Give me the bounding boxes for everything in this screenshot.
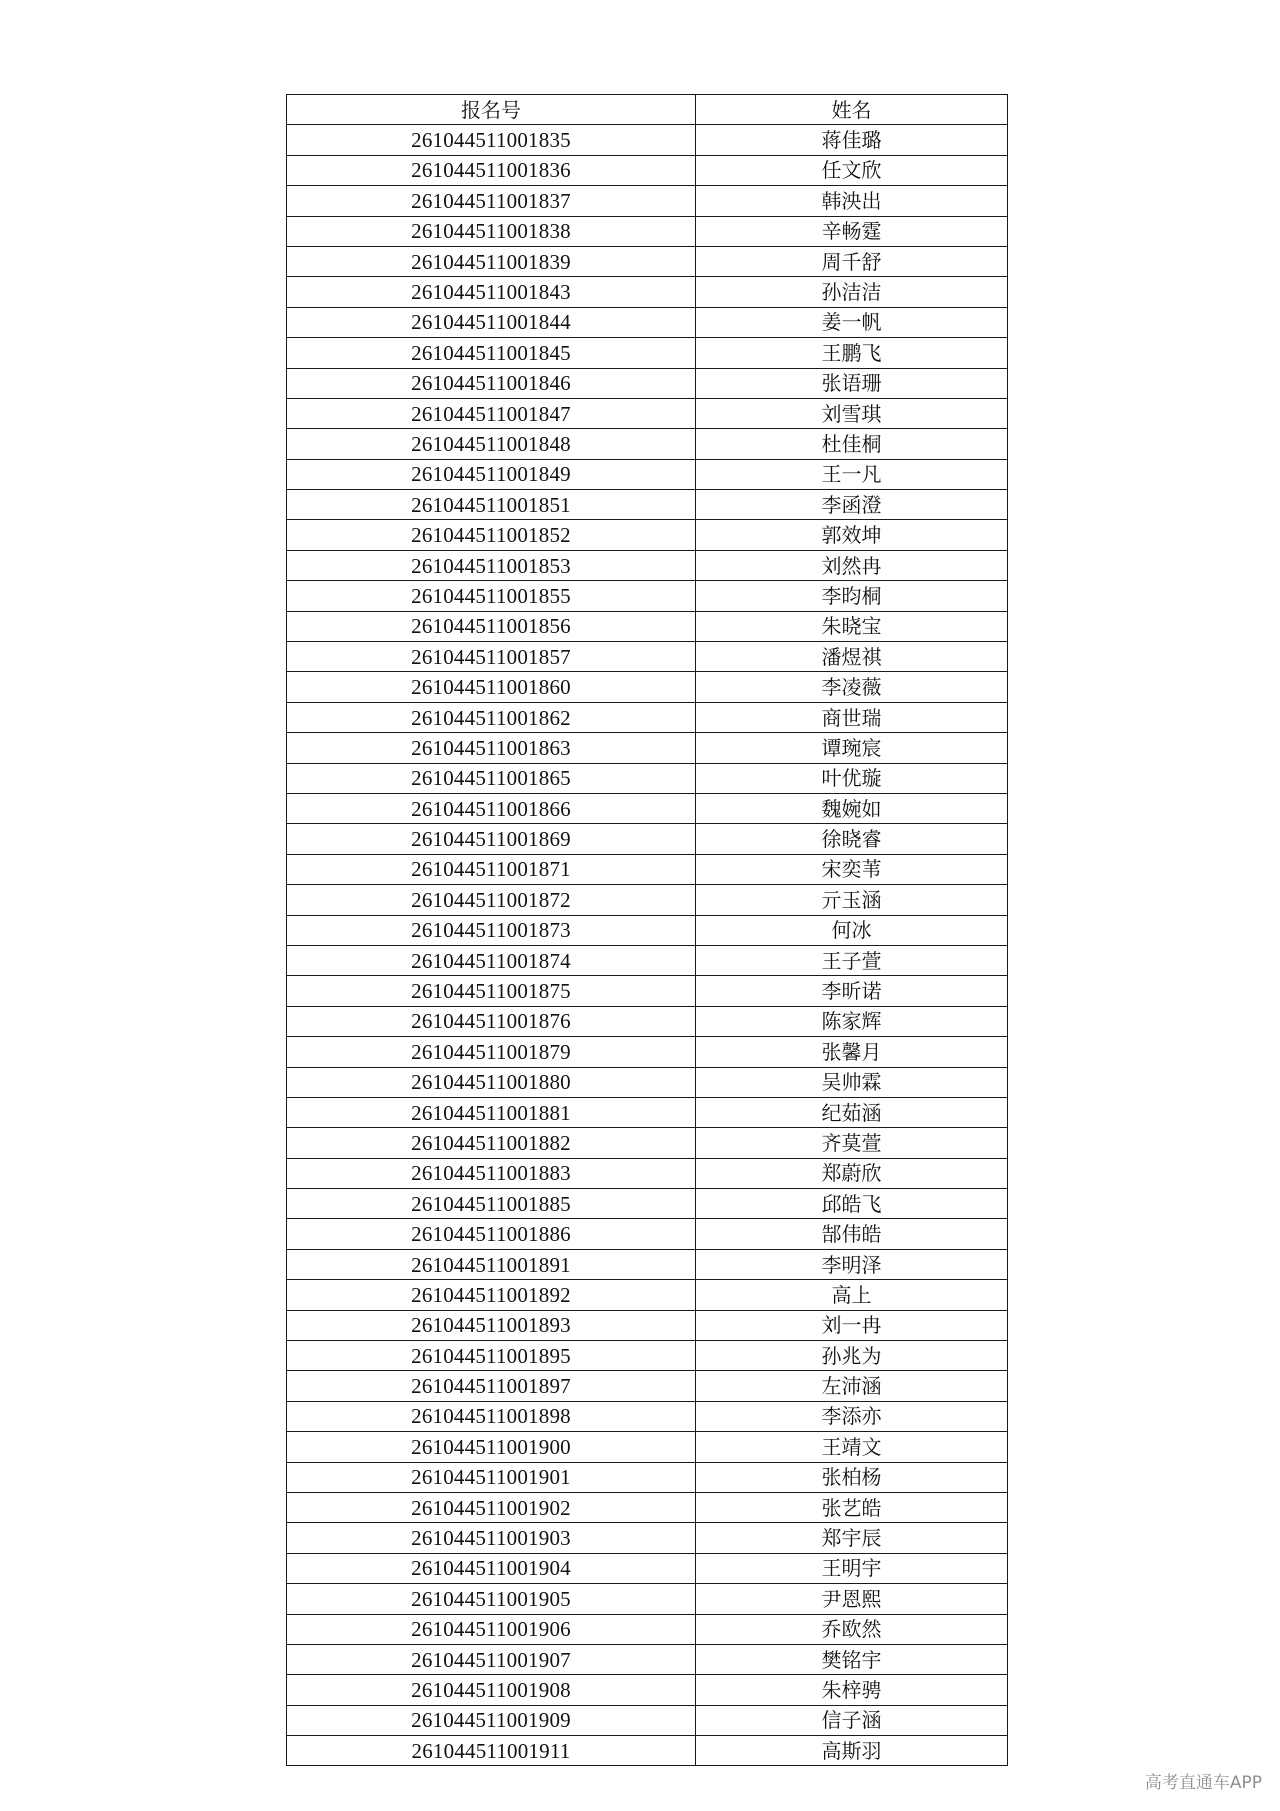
table-row (287, 520, 1008, 550)
table-header (287, 95, 1008, 125)
name-cell: 魏婉如 (696, 793, 1008, 823)
table-row (287, 1584, 1008, 1614)
registration-number-cell: 261044511001886 (287, 1219, 696, 1249)
registration-number-cell: 261044511001866 (287, 793, 696, 823)
table-row (287, 1067, 1008, 1097)
table-row (287, 429, 1008, 459)
registration-number-cell: 261044511001891 (287, 1249, 696, 1279)
table-row (287, 1432, 1008, 1462)
registration-number-cell: 261044511001876 (287, 1006, 696, 1036)
name-cell: 信子涵 (696, 1705, 1008, 1735)
table-row (287, 307, 1008, 337)
name-cell: 孙兆为 (696, 1341, 1008, 1371)
table-row (287, 1310, 1008, 1340)
table-row (287, 1158, 1008, 1188)
table-row (287, 459, 1008, 489)
table-row (287, 550, 1008, 580)
name-cell: 王鹏飞 (696, 338, 1008, 368)
registration-number-cell: 261044511001849 (287, 459, 696, 489)
name-cell: 刘一冉 (696, 1310, 1008, 1340)
name-cell: 张柏杨 (696, 1462, 1008, 1492)
registration-number-cell: 261044511001874 (287, 945, 696, 975)
registration-number-cell: 261044511001838 (287, 216, 696, 246)
registration-number-cell: 261044511001875 (287, 976, 696, 1006)
registration-number-cell: 261044511001898 (287, 1401, 696, 1431)
name-cell: 尹恩熙 (696, 1584, 1008, 1614)
registration-number-cell: 261044511001844 (287, 307, 696, 337)
registration-number-cell: 261044511001865 (287, 763, 696, 793)
registration-number-cell: 261044511001882 (287, 1128, 696, 1158)
registration-number-cell: 261044511001907 (287, 1644, 696, 1674)
registration-number-cell: 261044511001880 (287, 1067, 696, 1097)
name-cell: 商世瑞 (696, 702, 1008, 732)
table-row (287, 1371, 1008, 1401)
table-row (287, 246, 1008, 276)
name-cell: 郑蔚欣 (696, 1158, 1008, 1188)
table-row (287, 763, 1008, 793)
name-cell: 吴帅霖 (696, 1067, 1008, 1097)
table-row (287, 1705, 1008, 1735)
name-cell: 王一凡 (696, 459, 1008, 489)
registration-number-cell: 261044511001856 (287, 611, 696, 641)
table-row (287, 398, 1008, 428)
name-cell: 李凌薇 (696, 672, 1008, 702)
name-cell: 王明宇 (696, 1553, 1008, 1583)
name-cell: 李添亦 (696, 1401, 1008, 1431)
table-row (287, 945, 1008, 975)
name-cell: 刘雪琪 (696, 398, 1008, 428)
table-row (287, 1492, 1008, 1522)
table-row (287, 1644, 1008, 1674)
name-cell: 孙洁洁 (696, 277, 1008, 307)
registration-number-cell: 261044511001862 (287, 702, 696, 732)
registration-number-cell: 261044511001881 (287, 1097, 696, 1127)
name-cell: 左沛涵 (696, 1371, 1008, 1401)
registration-number-cell: 261044511001853 (287, 550, 696, 580)
registration-number-cell: 261044511001893 (287, 1310, 696, 1340)
registration-number-cell: 261044511001860 (287, 672, 696, 702)
table-row (287, 1280, 1008, 1310)
registration-number-cell: 261044511001847 (287, 398, 696, 428)
name-cell: 樊铭宇 (696, 1644, 1008, 1674)
name-cell: 齐莫萱 (696, 1128, 1008, 1158)
name-cell: 高斯羽 (696, 1736, 1008, 1766)
table-row (287, 1128, 1008, 1158)
registration-number-cell: 261044511001873 (287, 915, 696, 945)
name-cell: 陈家辉 (696, 1006, 1008, 1036)
name-cell: 李昀桐 (696, 581, 1008, 611)
table-row (287, 1614, 1008, 1644)
roster-table (286, 94, 1008, 1766)
registration-number-cell: 261044511001872 (287, 885, 696, 915)
name-cell: 刘然冉 (696, 550, 1008, 580)
registration-number-cell: 261044511001885 (287, 1189, 696, 1219)
registration-number-cell: 261044511001911 (287, 1736, 696, 1766)
table-row (287, 1341, 1008, 1371)
table-row (287, 885, 1008, 915)
registration-number-cell: 261044511001895 (287, 1341, 696, 1371)
name-cell: 郜伟皓 (696, 1219, 1008, 1249)
table-row (287, 915, 1008, 945)
registration-number-cell: 261044511001846 (287, 368, 696, 398)
name-cell: 王靖文 (696, 1432, 1008, 1462)
registration-number-cell: 261044511001863 (287, 733, 696, 763)
table-row (287, 1675, 1008, 1705)
registration-number-cell: 261044511001836 (287, 155, 696, 185)
name-cell: 李昕诺 (696, 976, 1008, 1006)
table-row (287, 854, 1008, 884)
table-row (287, 581, 1008, 611)
name-cell: 高上 (696, 1280, 1008, 1310)
name-cell: 韩泱出 (696, 186, 1008, 216)
table-row (287, 186, 1008, 216)
name-cell: 辛畅霆 (696, 216, 1008, 246)
name-cell: 潘煜祺 (696, 642, 1008, 672)
table-body (287, 125, 1008, 1766)
name-cell: 郭效坤 (696, 520, 1008, 550)
table-row (287, 642, 1008, 672)
registration-number-cell: 261044511001902 (287, 1492, 696, 1522)
name-cell: 姜一帆 (696, 307, 1008, 337)
registration-number-cell: 261044511001904 (287, 1553, 696, 1583)
header-row (287, 95, 1008, 125)
table-row (287, 155, 1008, 185)
table-row (287, 125, 1008, 155)
table-row (287, 733, 1008, 763)
table-row (287, 1401, 1008, 1431)
table-row (287, 277, 1008, 307)
registration-number-cell: 261044511001857 (287, 642, 696, 672)
registration-number-cell: 261044511001869 (287, 824, 696, 854)
registration-number-cell: 261044511001897 (287, 1371, 696, 1401)
registration-number-cell: 261044511001903 (287, 1523, 696, 1553)
table-row (287, 1097, 1008, 1127)
table-row (287, 672, 1008, 702)
name-cell: 张艺皓 (696, 1492, 1008, 1522)
table-row (287, 1249, 1008, 1279)
name-cell: 朱晓宝 (696, 611, 1008, 641)
table-row (287, 976, 1008, 1006)
registration-number-cell: 261044511001871 (287, 854, 696, 884)
table-row (287, 1523, 1008, 1553)
name-cell: 郑宇辰 (696, 1523, 1008, 1553)
table-row (287, 490, 1008, 520)
table-row (287, 702, 1008, 732)
table-row (287, 1553, 1008, 1583)
registration-number-cell: 261044511001879 (287, 1037, 696, 1067)
name-cell: 张馨月 (696, 1037, 1008, 1067)
name-cell: 纪茹涵 (696, 1097, 1008, 1127)
registration-number-cell: 261044511001851 (287, 490, 696, 520)
registration-number-cell: 261044511001901 (287, 1462, 696, 1492)
name-cell: 任文欣 (696, 155, 1008, 185)
name-cell: 朱梓骋 (696, 1675, 1008, 1705)
name-cell: 乔欧然 (696, 1614, 1008, 1644)
name-cell: 叶优璇 (696, 763, 1008, 793)
table-row (287, 1006, 1008, 1036)
name-cell: 李明泽 (696, 1249, 1008, 1279)
name-cell: 宋奕苇 (696, 854, 1008, 884)
name-cell: 周千舒 (696, 246, 1008, 276)
registration-number-cell: 261044511001855 (287, 581, 696, 611)
registration-number-cell: 261044511001852 (287, 520, 696, 550)
registration-number-cell: 261044511001837 (287, 186, 696, 216)
table-row (287, 368, 1008, 398)
name-cell: 蒋佳璐 (696, 125, 1008, 155)
name-cell: 王子萱 (696, 945, 1008, 975)
name-cell: 李函澄 (696, 490, 1008, 520)
registration-number-cell: 261044511001835 (287, 125, 696, 155)
registration-number-cell: 261044511001905 (287, 1584, 696, 1614)
table-row (287, 824, 1008, 854)
registration-number-cell: 261044511001843 (287, 277, 696, 307)
registration-number-cell: 261044511001900 (287, 1432, 696, 1462)
table-row (287, 1037, 1008, 1067)
table-row (287, 216, 1008, 246)
registration-number-cell: 261044511001908 (287, 1675, 696, 1705)
name-cell: 谭琬宸 (696, 733, 1008, 763)
name-cell: 杜佳桐 (696, 429, 1008, 459)
registration-number-cell: 261044511001892 (287, 1280, 696, 1310)
name-cell: 张语珊 (696, 368, 1008, 398)
table-row (287, 1736, 1008, 1766)
registration-number-cell: 261044511001909 (287, 1705, 696, 1735)
registration-number-cell: 261044511001883 (287, 1158, 696, 1188)
table-row (287, 793, 1008, 823)
name-cell: 徐晓睿 (696, 824, 1008, 854)
name-cell: 邱皓飞 (696, 1189, 1008, 1219)
table-row (287, 611, 1008, 641)
name-cell: 亓玉涵 (696, 885, 1008, 915)
table-row (287, 1189, 1008, 1219)
table-row (287, 1219, 1008, 1249)
table-row (287, 338, 1008, 368)
name-cell: 何冰 (696, 915, 1008, 945)
header-registration-number: 报名号 (287, 95, 696, 125)
table-row (287, 1462, 1008, 1492)
header-name: 姓名 (696, 95, 1008, 125)
registration-number-cell: 261044511001906 (287, 1614, 696, 1644)
watermark-text: 高考直通车APP (1144, 1773, 1262, 1793)
registration-number-cell: 261044511001839 (287, 246, 696, 276)
registration-number-cell: 261044511001848 (287, 429, 696, 459)
registration-number-cell: 261044511001845 (287, 338, 696, 368)
